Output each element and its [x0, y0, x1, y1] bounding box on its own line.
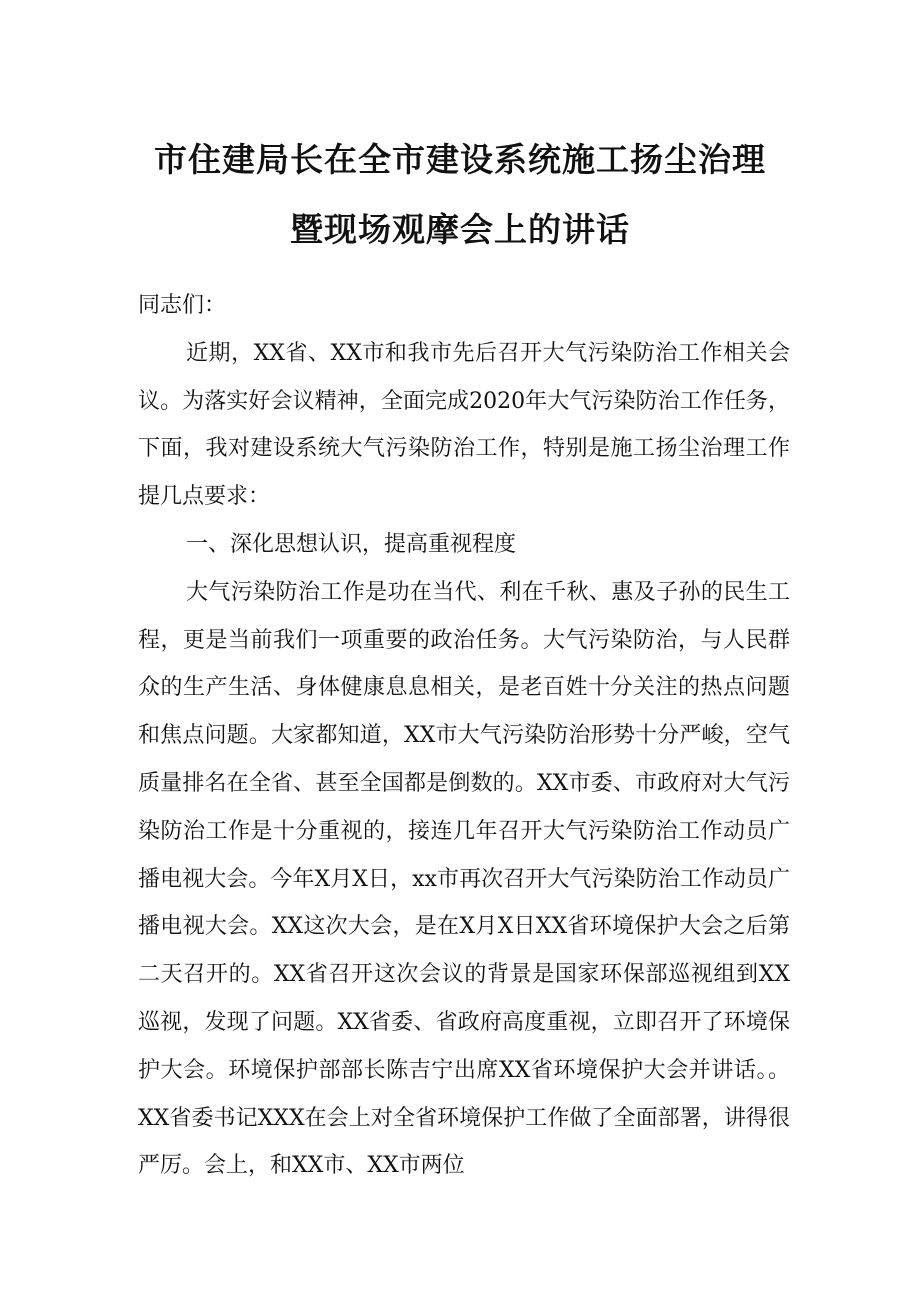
document-body	[138, 282, 790, 1190]
document-title-line-1: 市住建局长在全市建设系统施工扬尘治理	[154, 140, 766, 179]
paragraph-intro: 近期，XX省、XX市和我市先后召开大气污染防治工作相关会议。为落实好会议精神，全面完成2020年大气污染防治工作任务，下面，我对建设系统大气污染防治工作，特别是施工扬尘治理工作提几点要求：	[138, 340, 790, 510]
document-title-line-2: 暨现场观摩会上的讲话	[290, 210, 630, 249]
paragraph-section-1: 大气污染防治工作是功在当代、利在千秋、惠及子孙的民生工程，更是当前我们一项重要的政治任务。大气污染防治，与人民群众的生产生活、身体健康息息相关，是老百姓十分关注的热点问题和焦点问题。大家都知道，XX市大气污染防治形势十分严峻，空气质量排名在全省、甚至全国都是倒数的。XX市委、市政府对大气污染防治工作是十分重视的，接连几年召开大气污染防治工作动员广播电视大会。今年X月X日，xx市再次召开大气污染防治工作动员广播电视大会。XX这次大会，是在X月X日XX省环境保护大会之后第二天召开的。XX省召开这次会议的背景是国家环保部巡视组到XX巡视，发现了问题。XX省委、省政府高度重视，立即召开了环境保护大会。环境保护部部长陈吉宁出席XX省环境保护大会并讲话。。XX省委书记XXX在会上对全省环境保护工作做了全面部署，讲得很严厉。会上，和XX市、XX市两位	[138, 579, 790, 1179]
section-heading-1: 一、深化思想认识，提高重视程度	[186, 531, 517, 557]
salutation: 同志们：	[138, 293, 227, 318]
